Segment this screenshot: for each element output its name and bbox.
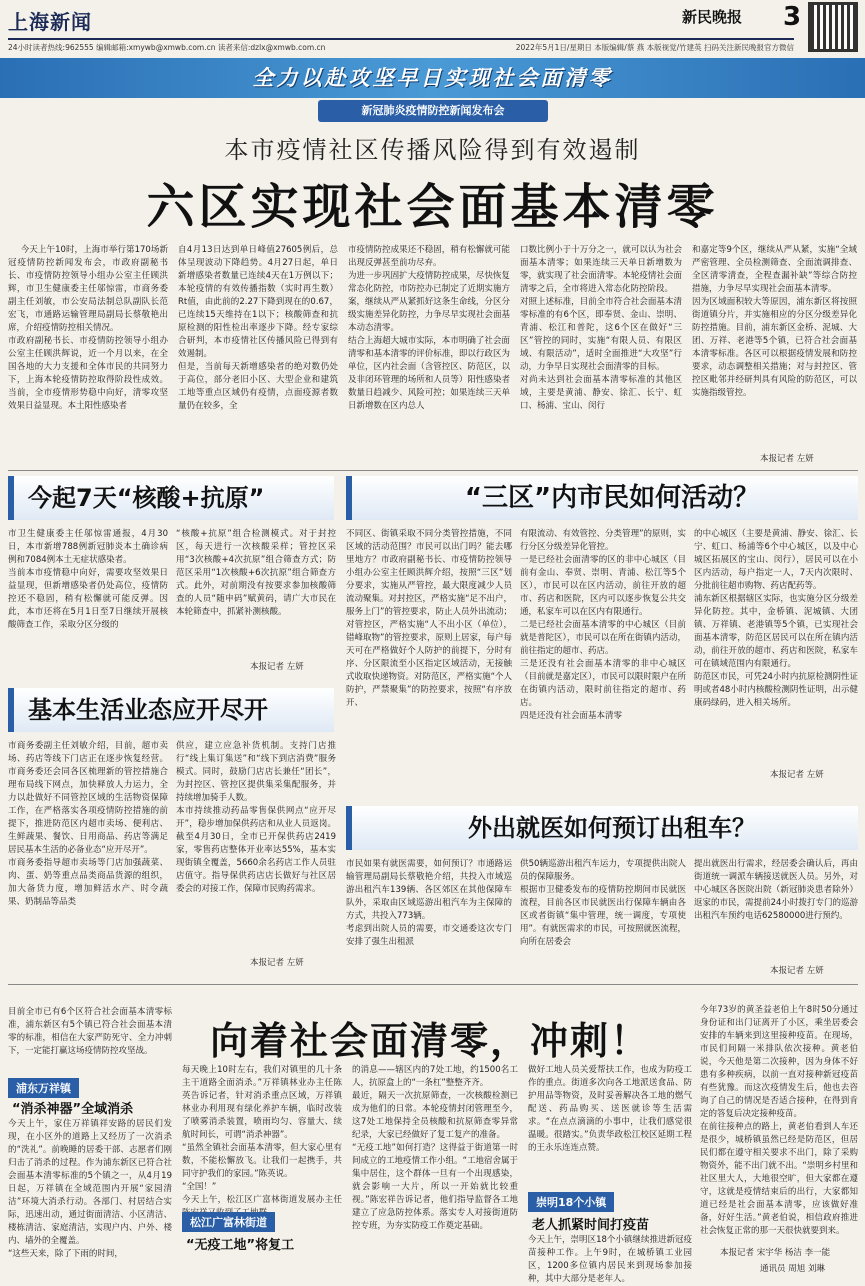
- bottom-col-3: 的消息——辖区内的7处工地，约1500名工人，抗原盒上的“一条杠”整整齐齐。 最近，隔天一次抗原筛查，一次核酸检测已成为他们的日常。本轮疫情封闭管理至今，这7处工地保持全员核酸和抗原筛查零异常纪录，大家已经做好了复工复产的准备。 “无疫工地”如何打造？这得益于街道第一时间成立的工地疫情工作小组。“工地宿舍属于集中居住，这个群体一旦有一个出现感染，就会影响一大片，所以一开始就比较重视。”陈宏祥告诉记者，他们指导监督各工地建立了应急防控体系。落实专人对接街道防控专班，为夯实防疫工作奠定基础。: [352, 1065, 518, 1231]
- taxi-col-1: 市民如果有就医需要，如何预订？市通路运输管理局副局长蔡敬艳介绍，共投入市域巡游出租汽车139辆、各区郊区在其他保障车队外，采取由区域巡游出租汽车为主保障的方式，共投入773辆。 考虑到出院人员的需要，市交通委这次专门安排了强生出租派: [346, 859, 512, 947]
- bottom-byline-reporters: 本报记者 宋宇华 杨洁 李一能: [720, 1248, 831, 1258]
- main-subheadline: 本市疫情社区传播风险得到有效遏制: [224, 136, 641, 164]
- bottom-col-5: 今年73岁的黄圣益老伯上午8时50分通过身份证和出门证离开了小区，乘坐居委会安排的车辆来到这里接种疫苗。在现场，市民们间隔一米排队依次接种。黄老伯说，今天他是第二次接种，因为身体不好患有多种疾病，以前一直对接种新冠疫苗有些犹豫。而这次疫情发生后，他也去咨询了自己的情况是否适合接种，在得到肯定的答复后决定接种疫苗。 在前往接种点的路上，黄老伯看到人车还是很少，城桥镇虽然已经是防范区，但居民们都在遵守相关要求不出门，除了采购物资外，能不出门就不出。“崇明乡村里和社区里大人，大地很空旷，但大家都在遵守，这就是疫情结束后的出行，大家都知道已经是社会面基本清零，应该做好准备，好好生活。”黄老伯说，相信政府推进社会恢复正常的那一天很快就要到来。: [700, 1005, 858, 1236]
- slogan-banner: [0, 58, 865, 98]
- tag-wanxiang: 浦东万祥镇: [8, 1078, 79, 1098]
- main-col-4: 口数比例小于十万分之一，就可以认为社会面基本清零；如果连续三天单日新增数为零，就实现了社会面清零。本轮疫情社会面清零之后，全市将进入常态化防控阶段。 对照上述标准，目前全市符合社会面基本清零标准的有6个区，即奉贤、金山、崇明、青浦、松江和普陀，这6个区在做好“三区”管控的同时，实施“有限人员、有限区域、有限活动”，适时全面推进“大攻坚”行动，力争早日实现社会面清零的目标。 对尚未达到社会面基本清零标准的其他区域，主要是黄浦、静安、徐汇、长宁、虹口、杨浦、宝山、闵行: [520, 245, 682, 411]
- conference-pill: 新冠肺炎疫情防控新闻发布会: [318, 100, 548, 122]
- sub-wanxiang: “消杀神器”全域消杀: [12, 1102, 134, 1117]
- newspaper-name: 新民晚报: [682, 8, 743, 26]
- main-col-3: 市疫情防控成果还不稳固，稍有松懈就可能出现反弹甚至前功尽弃。 为进一步巩固扩大疫情防控成果，尽快恢复常态化防控，市防控办已制定了近期实施方案，继续从严从紧抓好这条生命线，分区分级实施差异化防控，力争尽早实现社会面基本动态清零。 结合上海超大城市实际，本市明确了社会面清零和基本清零的评价标准，即以行政区为单位，区内社会面（含管控区、防范区，以及非闭环管理的场所和人员等）阳性感染者数量日趋减少、风险可控；如果连续三天单日新增数在区内总人: [348, 245, 510, 411]
- section-divider: [8, 470, 858, 471]
- main-byline: 本报记者 左妍: [760, 454, 814, 464]
- qr-code-icon: [808, 2, 858, 52]
- page-number: 3: [783, 2, 802, 32]
- date-info: 2022年5月1日/星期日 本版编辑/蔡 燕 本版视觉/竹建英 扫码关注新民晚报官方微信: [515, 43, 794, 52]
- main-col-2: 自4月13日达到单日峰值27605例后，总体呈现波动下降趋势。4月27日起，单日新增感染者数量已连续4天在1万例以下；本轮疫情的有效传播指数（实时再生数）Rt值，由此前的2.27下降到现在的0.67，已连续15天维持在1以下；核酸筛查和抗原检测的阳性检出率逐步下降。经专家综合研判，本市疫情社区传播风险已得到有效遏制。 但是，当前每天新增感染者的绝对数仍处于高位，部分老旧小区、大型企业和建筑工地等重点区域仍有疫情，点面疫源者数量仍在较多，全: [178, 245, 338, 411]
- slogan-text: 全力以赴攻坚早日实现社会面清零: [252, 66, 613, 90]
- taxi-byline: 本报记者 左妍: [770, 966, 824, 976]
- bottom-intro: 目前全市已有6个区符合社会面基本清零标准，浦东新区有5个镇已符合社会面基本清零的标准，相信在大家严防死守、全力冲刺下，一定能打赢这场疫情防控攻坚战。: [8, 1007, 172, 1056]
- bottom-byline-correspondents: 通讯员 周旭 刘琳: [760, 1264, 825, 1274]
- tag-guangfulin: 松江广富林街道: [182, 1212, 275, 1232]
- nucleic-col-2: “核酸+抗原”组合检测模式。对于封控区，每天进行一次核酸采样；管控区采用“3次核酸+4次抗原”组合筛查方式；防范区采用“1次核酸+6次抗原”组合筛查方式。此外，对前期没有按要求参加核酸筛查的人员“随申码”赋黄码，请广大市民在本轮筛查中，抓紧补测核酸。: [176, 529, 336, 617]
- life-section-title: 基本生活业态应开尽开: [8, 688, 334, 732]
- bottom-divider: [8, 984, 858, 985]
- bottom-col-2: 每天晚上10时左右，我们对镇里的几十条主干道路全面消杀。”万祥镇林业办主任陈英告诉记者，针对消杀重点区域，万祥镇林业办利用现有绿化养护车辆，临时改装了喷雾消杀装置，喷雨均匀、容量大、续航时间长，可谓“消杀神器”。 “虽然全镇社会面基本清零，但大家心里有数，不能松懈放飞。让我们一起携手，共同守护我们的家园。”陈英说。 “全国！” 今天上午，松江区广富林街道发展办主任: [182, 1065, 342, 1205]
- section-title: 上海新闻: [8, 10, 92, 34]
- wanxiang-text: 今天上午，家住万祥镇祥安路的居民们发现，在小区外的道路上又经历了一次消杀的“洗礼”。前晚睡的居委干部、志愿者们刚归击了消杀的过程。作为浦东新区已符合社会面基本清零标准的5个镇之一，从4月19日起，万祥镇在全域范围内开展“家园清洁”环境大消杀行动。各部门、村居结合实际，迅速出动，通过街面清洁、小区清洁、楼栋清洁、家庭清洁，实现户内、户外、楼内、墙外的全覆盖。 “这些天来，除了下雨的时间，: [8, 1119, 172, 1259]
- main-col-5: 和嘉定等9个区，继续从严从紧，实施“全域严密管理、全员检测筛查、全面流调排查、全区清零清查，全程查漏补缺”等综合防控措施，力争尽早实现社会面基本清零。 因为区域面积较大等原因，浦东新区将按照街道镇分片，并实施相应的分区分级差异化防控措施。目前，浦东新区金桥、泥城、大团、万祥、老港等5个镇，已符合社会面基本清零标准。各区可以根据疫情发展和防控要求，动态调整相关措施；对与封控区、管控区毗邻并经研判具有风险的防范区，可以实施指级管控。: [692, 245, 857, 398]
- nucleic-byline: 本报记者 左妍: [250, 662, 304, 672]
- main-headline: 六区实现社会面基本清零: [146, 179, 719, 235]
- chongming-text: 今天上午，崇明区18个小镇继续推进新冠疫苗接种工作。上午9时，在城桥镇工业园区，1200多位镇内居民来到现场参加接种，其中大部分是老年人。: [528, 1235, 692, 1284]
- life-byline: 本报记者 左妍: [250, 958, 304, 968]
- header-rule: [8, 38, 794, 40]
- header-meta: [8, 42, 794, 53]
- bottom-headline: 向着社会面清零，冲刺！: [209, 1018, 650, 1063]
- nucleic-section-title: 今起7天“核酸+抗原”: [8, 476, 334, 520]
- activity-col-1: 不同区、街镇采取不同分类管控措施，不同区域的活动范围？市民可以出门吗？能去哪里地方？市政府副秘书长、市疫情防控领导小组办公室主任顾洪辉介绍，按照“三区”划分要求，实施从严管控，最大限度减少人员流动聚集。对封控区，严格实施“足不出户，服务上门”的管控要求，防止人员外出流动；对管控区，严格实施“人不出小区（单位），错峰取物”的管控要求，原则上居家，每户每天可在严格做好个人防护的前提下，分时有序、分区限流至小区指定区域活动，无接触式收取快递物资。对防范区，严格实施“个人防护，严禁聚集”的防控要求，按照“有序放开、: [346, 529, 512, 708]
- activity-col-2: 有限流动、有效管控、分类管理”的原则，实行分区分级差异化管控。 一是已经社会面清零的区的非中心城区（目前有金山、奉贤、崇明、青浦、松江等5个区），市民可以在区内活动，前往开放的超市、药店和医院，区内可以逐步恢复公共交通，私家车可以在区内有限通行。 二是已经社会面基本清零的中心城区（目前就是普陀区），市民可以在所在街镇内活动，前往指定的超市、药店。 三是还没有社会面基本清零的非中心城区（目前就是嘉定区），市民可以限时限户在所在街镇内活动，限时前往指定的超市、药店。 四是还没有社会面基本清零: [520, 529, 686, 721]
- sub-chongming: 老人抓紧时间打疫苗: [532, 1218, 650, 1233]
- life-col-1: 市商务委副主任刘敏介绍，目前，超市卖场、药店等线下门店正在逐步恢复经营。市商务委还会同各区梳理新的管控措施合理布局线下网点，加快释放人力运力，全力以赴做好不同管控区域的生活物资保障工作，在严格落实各项疫情防控措施的前提下，推进防范区内超市卖场、便利店、生鲜蔬果、餐饮、日用商品、药店等满足居民基本生活的必备业态“应开尽开”。 市商务委指导超市卖场等门店加强蔬菜、肉、蛋、奶等重点品类商品货源的组织，加大备货力度，增加鲜活水产、时令蔬果、奶制品等品类: [8, 741, 168, 907]
- activity-section-title: “三区”内市民如何活动？: [346, 476, 858, 520]
- main-col-1: 今天上午10时，上海市举行第170场新冠疫情防控新闻发布会，市政府副秘书长、市疫情防控领导小组办公室主任顾洪辉，市卫生健康委主任邬惊雷，市商务委副主任刘敏，市公安局法制总队副队长范宏飞，市通路运输管理局副局长蔡敬艳出席，介绍疫情防控相关情况。 市政府副秘书长、市疫情防控领导小组办公室主任顾洪辉说，近一个月以来，在全国各地的大力支援和全体市民的共同努力下，上海本轮疫情防控取得阶段性成效。当前，全市疫情形势稳中向好，清零攻坚效果日益显现。本土阳性感染者: [8, 245, 168, 411]
- tag-chongming: 崇明18个小镇: [528, 1192, 614, 1212]
- activity-col-3: 的中心城区（主要是黄浦、静安、徐汇、长宁、虹口、杨浦等6个中心城区，以及中心城区拓展区的宝山、闵行），居民可以在小区内活动，每户指定一人，7天内次限时、分批前往超市购物、药店配药等。 浦东新区根据辖区实际，也实施分区分级差异化防控。其中，金桥镇、泥城镇、大团镇、万祥镇、老港镇等5个镇，已实现社会面基本清零，防范区居民可以在所在镇内活动，前往开放的超市、药店和医院，私家车可在镇域范围内有限通行。 防范区市民，可凭24小时内抗原检测阴性证明或者48小时内核酸检测阴性证明，出示健康码绿码，进入相关场所。: [694, 529, 858, 708]
- activity-byline: 本报记者 左妍: [770, 770, 824, 780]
- bottom-col-4: 做好工地人员关爱帮扶工作，也成为防疫工作的重点。街道多次向各工地派送食品、防护用品等物资，及时妥善解决各工地的燃气配送、药品购买、送医就诊等生活需求。“在点点滴滴的小事中，让我们感觉很温暖。很踏实。”负责华政松江校区延期工程的王永乐连连点赞。: [528, 1065, 692, 1153]
- sub-guangfulin: “无疫工地”将复工: [186, 1238, 295, 1253]
- hotline-text: 24小时读者热线:962555 编辑邮箱:xmywb@xmwb.com.cn 读者来信:dzlx@xmwb.com.cn: [8, 43, 326, 52]
- taxi-col-2: 供50辆巡游出租汽车运力，专项提供出院人员的保障服务。 根据市卫健委发布的疫情防控期间市民就医流程，目前各区市民就医出行保障车辆由各区或者街镇“集中管理，统一调度，专项使用”。有就医需求的市民，可按照就医流程，向所在居委会: [520, 859, 686, 947]
- life-col-2: 供应，建立应急补货机制。支持门店推行“线上集订集送”和“线下到店消费”服务模式。同时，鼓励门店店长兼任“团长”，为封控区、管控区提供集采集配服务，并持续增加骑手人数。 本市持续推动药品零售保供网点“应开尽开”，稳步增加保供药店和从业人员返岗。截至4月30日，全市已开保供药店2419家，零售药店整体开业率达55%，基本实现街镇全覆盖，5660余名药店工作人员驻店值守。指导保供药店店长做好与社区居委会的对接工作，保障市民购药需求。: [176, 741, 336, 894]
- taxi-col-3: 提出就医出行需求，经居委会确认后，再由街道统一调派车辆接送就医人员。另外，对中心城区各医院出院（新冠肺炎患者除外）返家的市民，需提前24小时拨打专门的巡游出租汽车预约电话62580000进行预约。: [694, 859, 858, 921]
- taxi-section-title: 外出就医如何预订出租车？: [346, 806, 858, 850]
- nucleic-col-1: 市卫生健康委主任邬惊雷通报，4月30日，本市新增788例新冠肺炎本土确诊病例和7084例本土无症状感染者。 当前本市疫情稳中向好，需要攻坚效果日益显现，但新增感染者仍处高位，疫情防控还不稳固，稍有松懈就可能反弹。因此，本市还将在5月1日至7日继续开展核酸筛查工作，采取分区分级的: [8, 529, 168, 630]
